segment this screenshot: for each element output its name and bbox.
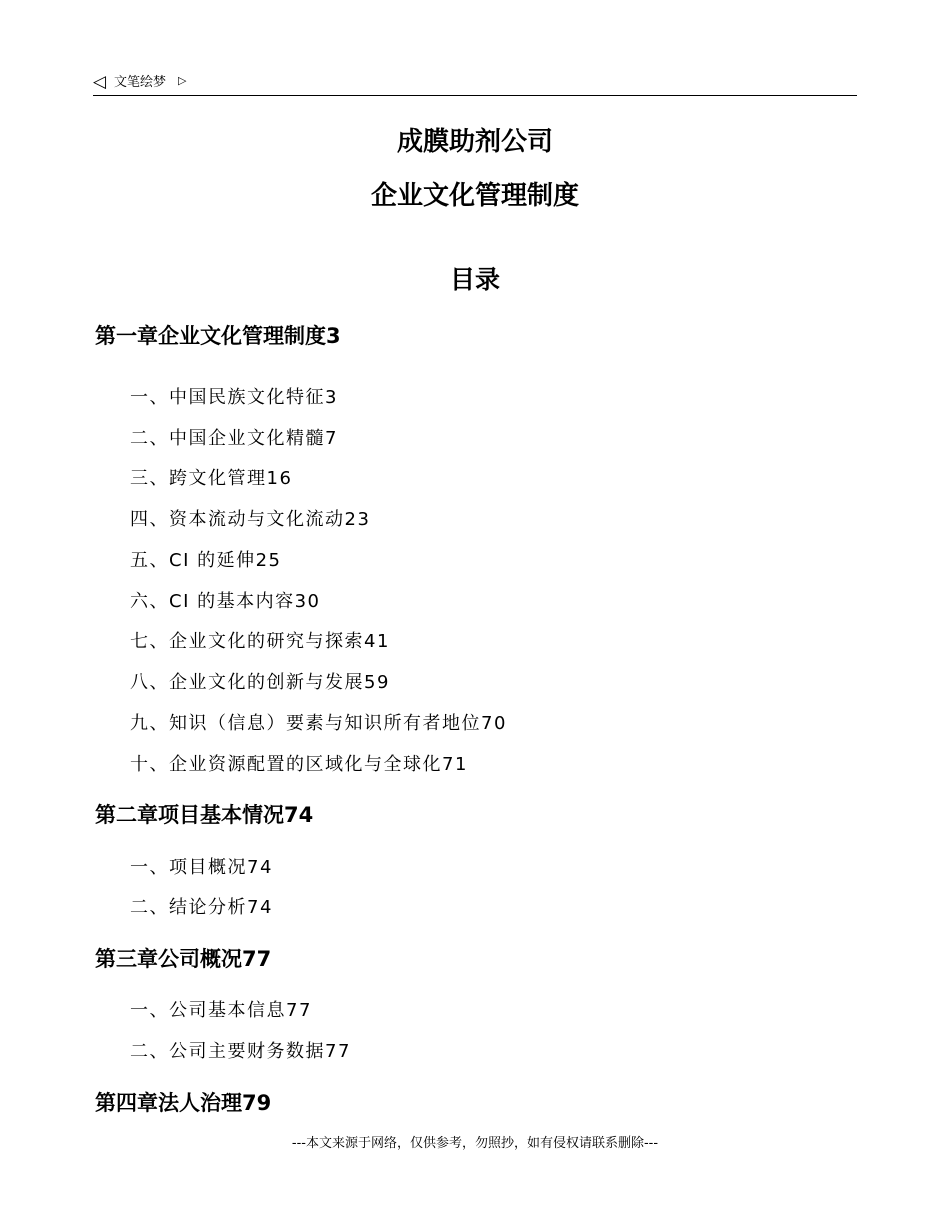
- toc-item: 二、结论分析74: [130, 897, 273, 918]
- left-triangle-icon: ◁: [93, 72, 107, 92]
- toc-item: 二、公司主要财务数据77: [130, 1041, 351, 1062]
- toc-item: 一、中国民族文化特征3: [130, 387, 338, 408]
- header-text: 文笔绘梦: [114, 75, 167, 90]
- toc-chapter-3: 第三章公司概况77: [95, 947, 272, 971]
- toc-item: 八、企业文化的创新与发展59: [130, 672, 390, 693]
- page-header: [93, 72, 857, 96]
- document-title-line2: 企业文化管理制度: [370, 181, 579, 211]
- toc-item: 七、企业文化的研究与探索41: [130, 631, 390, 652]
- toc-item: 四、资本流动与文化流动23: [130, 509, 371, 530]
- toc-item: 五、CI 的延伸25: [130, 550, 282, 571]
- page-footer: ---本文来源于网络，仅供参考，勿照抄，如有侵权请联系删除---: [291, 1136, 659, 1151]
- toc-chapter-2: 第二章项目基本情况74: [95, 803, 314, 827]
- toc-item: 一、项目概况74: [130, 857, 273, 878]
- toc-item: 三、跨文化管理16: [130, 468, 293, 489]
- toc-item: 二、中国企业文化精髓7: [130, 428, 338, 449]
- toc-item: 九、知识（信息）要素与知识所有者地位70: [130, 713, 507, 734]
- toc-title: 目录: [449, 265, 500, 294]
- toc-chapter-1: 第一章企业文化管理制度3: [95, 324, 341, 348]
- document-title-line1: 成膜助剂公司: [396, 127, 553, 157]
- toc-item: 六、CI 的基本内容30: [130, 591, 321, 612]
- toc-item: 十、企业资源配置的区域化与全球化71: [130, 754, 468, 775]
- toc-chapter-4: 第四章法人治理79: [95, 1091, 272, 1115]
- toc-item: 一、公司基本信息77: [130, 1000, 312, 1021]
- right-triangle-icon: ▷: [178, 74, 187, 87]
